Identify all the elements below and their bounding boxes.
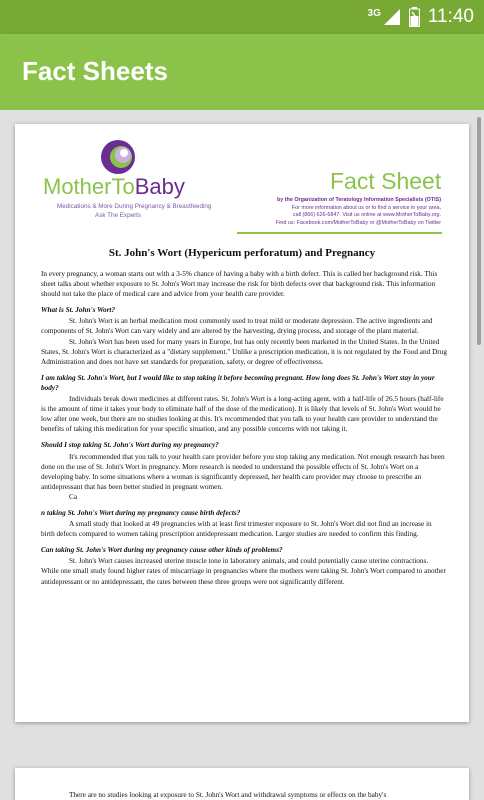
section-question: Can taking St. John's Wort during my pregnancy cause other kinds of problems? [41, 546, 283, 555]
logo-tagline: Medications & More During Pregnancy & Breastfeeding [57, 203, 212, 210]
paragraph: Individuals break down medicines at different rates. St. John's Wort is a long-acting agent, with a half-life of 26.5 hours (half-life is the amount of time it takes your body to eliminate half of the dose of the medication). It is likely that levels of St. John's Wort would be low after one week, but there are no studies looking at this. It's recommended that you talk to your health care provider to understand the benefits of taking this medication for your specific situation, and any possible concerns with not taking it. [41, 395, 444, 434]
mothertobaby-logo-icon [95, 138, 143, 176]
section-question: Should I stop taking St. John's Wort during my pregnancy? [41, 441, 219, 450]
paragraph: St. John's Wort is an herbal medication most commonly used to treat mild or moderate depression. The active ingredients and components of St. John's Wort can vary widely and are altered by the harvesting, drying process, and storage of the plant material. [41, 317, 433, 336]
org-line: Find us: Facebook.com/MotherToBaby or @MotherToBaby on Twitter [275, 219, 441, 226]
org-info [231, 197, 441, 227]
divider [237, 232, 442, 234]
logo-subtagline: Ask The Experts [95, 212, 142, 219]
clock: 11:40 [427, 6, 474, 27]
paragraph: St. John's Wort has been used for many years in Europe, but has only recently been marketed in the United States. In the United States, St. John's Wort is characterized as a "dietary supplement." Unlike a prescription medication, it is not regulated by the Food and Drug Administration and does not have set standards for preparation, safety, or degree of effectiveness. [41, 337, 447, 366]
paragraph: There are no studies looking at exposure to St. John's Wort and withdrawal symptoms or effects on the baby's [69, 791, 387, 799]
paragraph: It's recommended that you talk to your health care provider before you stop taking any medication. Not enough research has been done on the use of St. John's Wort in pregnancy. More research is needed to understand the possible effects of St. John's Wort on a developing baby. In some situations where a woman is significantly depressed, her health care provider may choose to prescribe an antidepressant that has been better studied in pregnant women. [41, 452, 445, 491]
intro-paragraph: In every pregnancy, a woman starts out with a 3-5% chance of having a baby with a birth defect. This is called her background risk. This sheet talks about whether exposure to St. John's Wort may increase the risk for birth defects over that background risk. This information should not take the place of medical care and advice from your health care provider. [41, 270, 438, 299]
org-line: call (866) 626-6847. Visit us online at www.MotherToBaby.org. [292, 212, 441, 218]
org-line: by the Organization of Teratology Information Specialists (OTIS) [276, 197, 441, 203]
paragraph: Ca [69, 492, 78, 501]
pdf-viewer[interactable] [0, 110, 484, 800]
document-page-1 [15, 124, 469, 722]
document-body [41, 269, 447, 587]
document-page-2 [15, 768, 469, 800]
battery-icon [409, 7, 420, 27]
network-type: 3G [367, 7, 381, 19]
signal-icon [383, 8, 401, 26]
section-question: n taking St. John's Wort during my pregnancy cause birth defects? [41, 508, 241, 517]
status-bar [0, 0, 484, 34]
fact-sheet-heading: Fact Sheet [330, 168, 442, 194]
paragraph: St. John's Wort causes increased uterine muscle tone in laboratory animals, and could potentially cause uterine contractions. While one small study found higher rates of miscarriage in pregnancies where the mothers were taking St. John's Wort compared to another antidepressant or no antidepressant, the rates between these three groups were not significantly different. [41, 557, 446, 586]
logo-wordmark: MotherToBaby [43, 174, 185, 199]
scrollbar[interactable] [477, 117, 481, 345]
document-title: St. John's Wort (Hypericum perforatum) and Pregnancy [108, 247, 376, 259]
app-bar [0, 34, 484, 110]
paragraph: A small study that looked at 49 pregnancies with at least first trimester exposure to St. John's Wort did not find an increase in birth defects compared to women taking prescription antidepressant medication. Larger studies are needed to confirm this finding. [41, 520, 432, 539]
section-question: What is St. John's Wort? [41, 306, 116, 315]
page-title: Fact Sheets [22, 56, 168, 86]
org-line: For more information about us or to find a service in your area, [291, 204, 441, 211]
section-question: I am taking St. John's Wort, but I would like to stop taking it before becoming pregnant. How long does St. John's Wort stay in your body? [41, 373, 435, 392]
